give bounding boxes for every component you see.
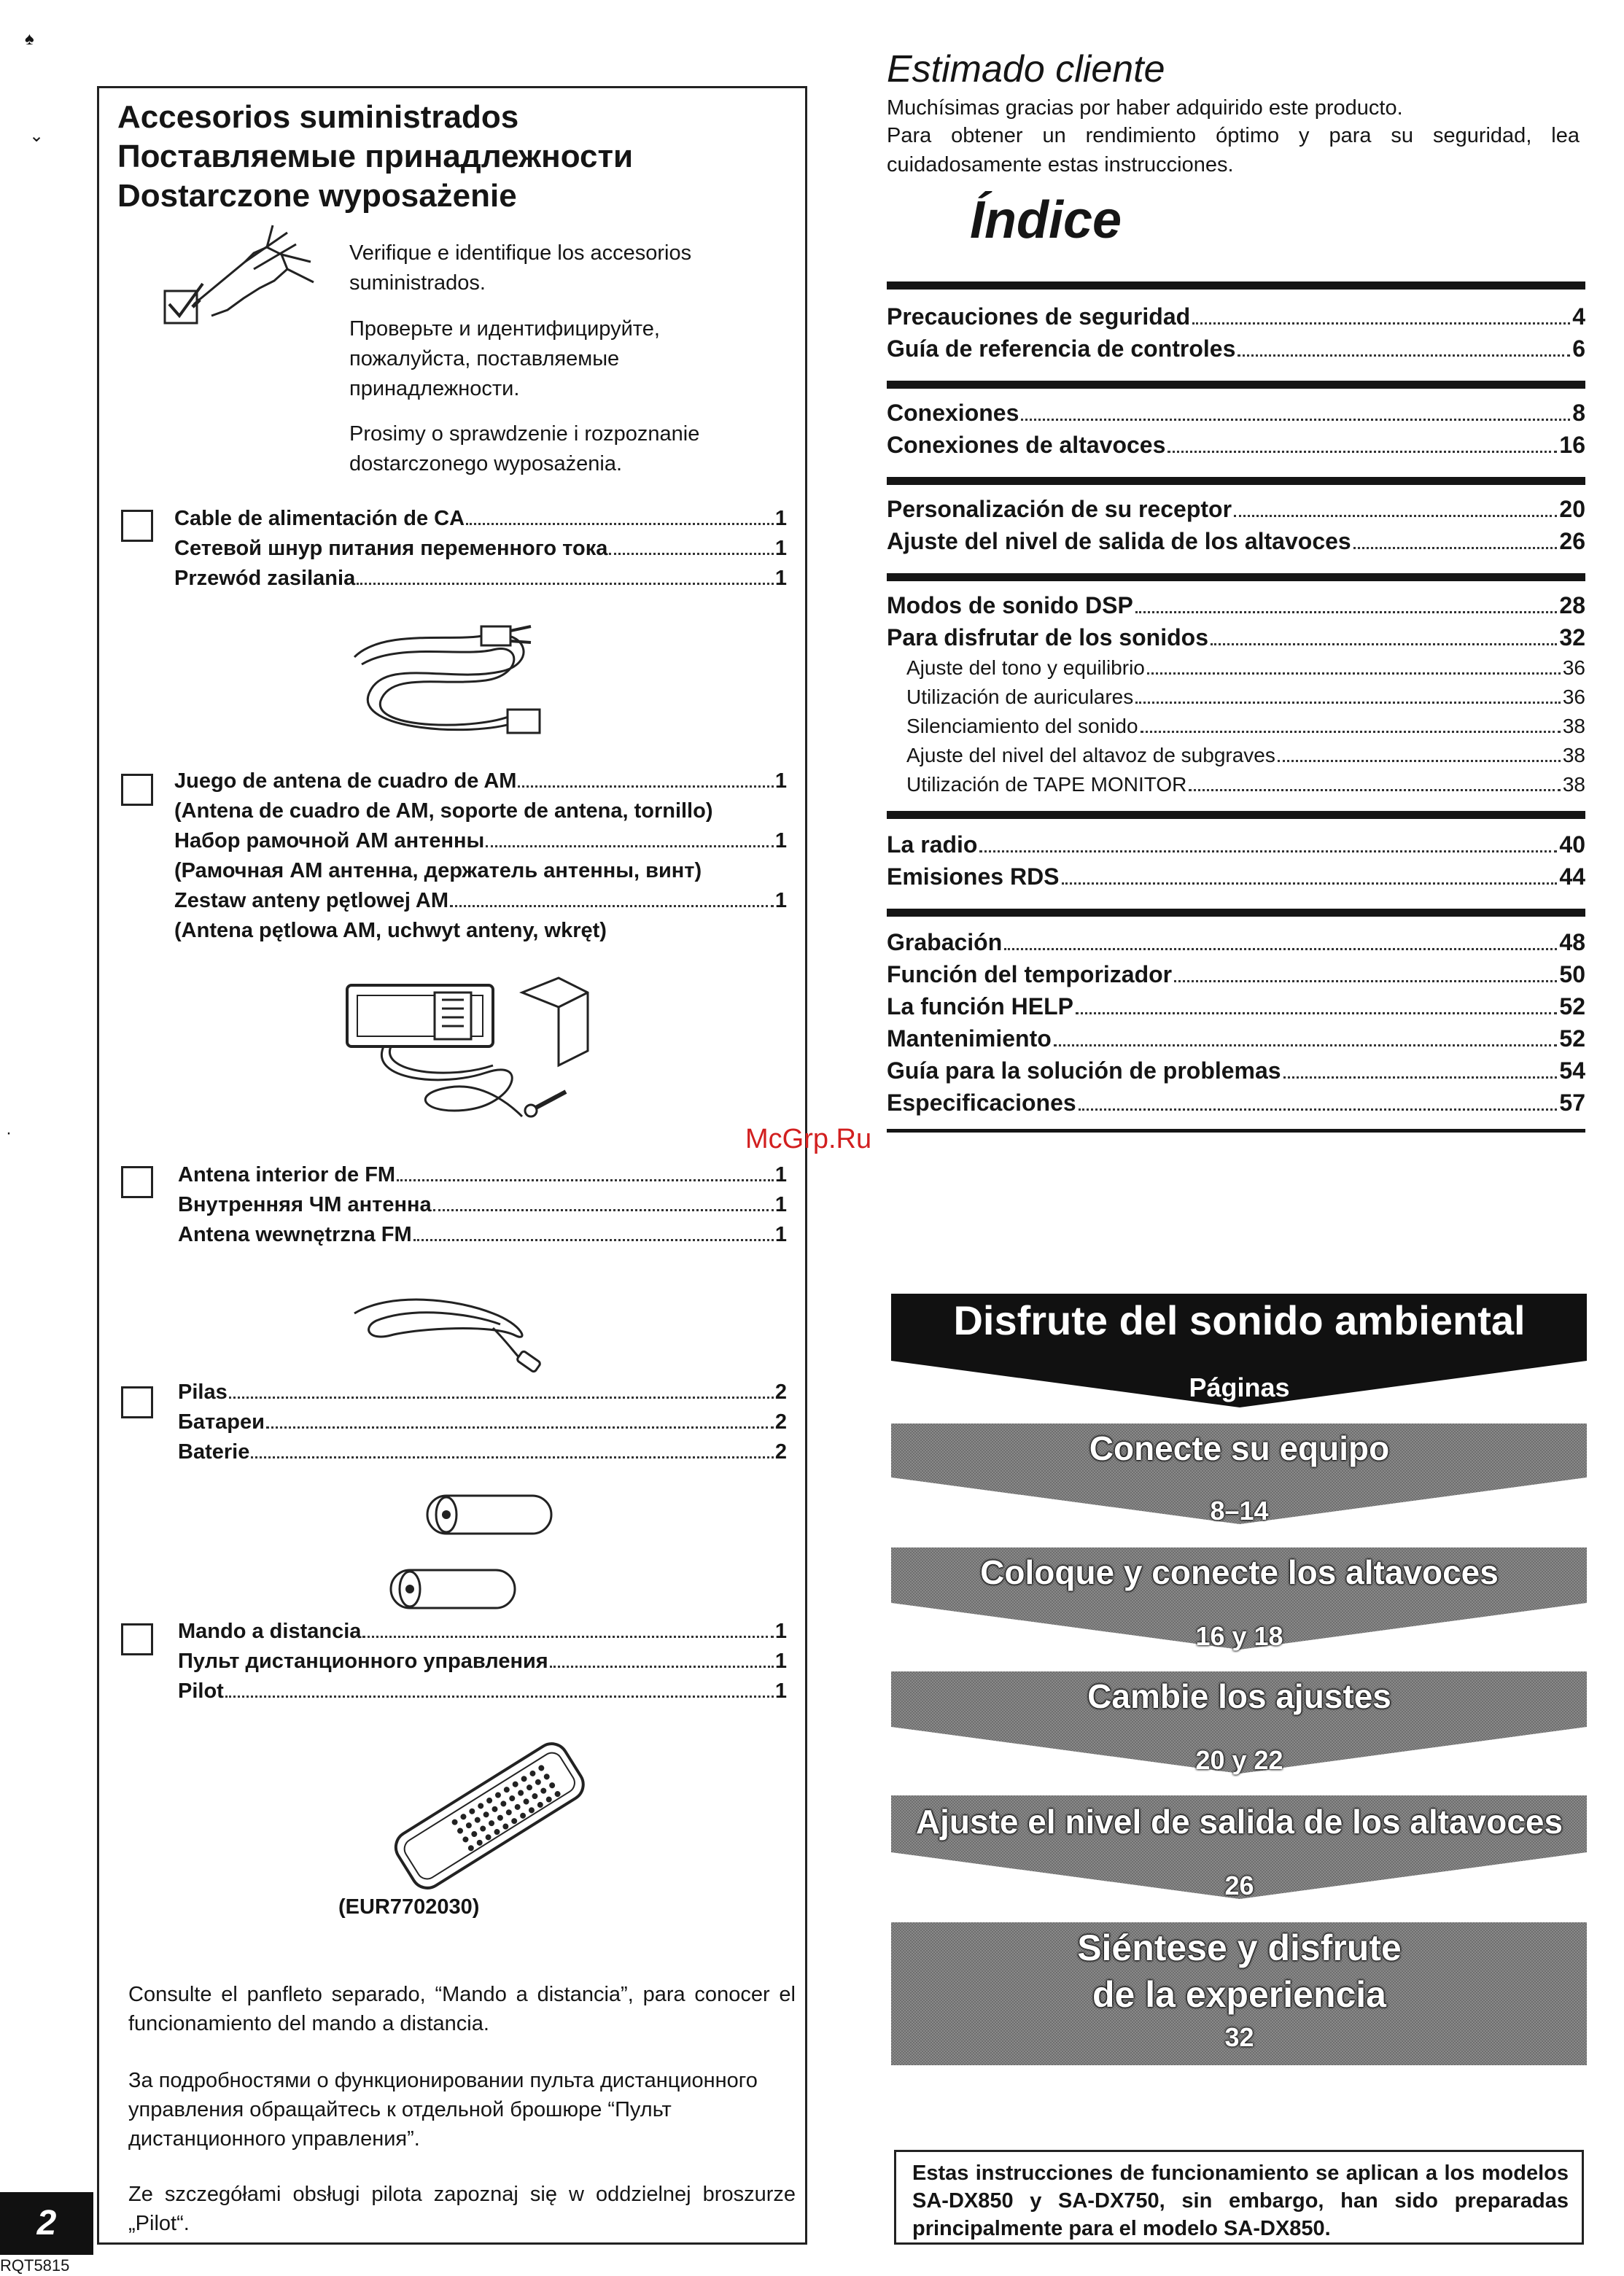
toc-item[interactable]: Guía para la solución de problemas 54 bbox=[887, 1057, 1585, 1084]
checkbox-fm-antenna[interactable] bbox=[121, 1166, 153, 1198]
toc-item[interactable]: Para disfrutar de los sonidos 32 bbox=[887, 624, 1585, 650]
document-code: RQT5815 bbox=[0, 2256, 70, 2275]
checkbox-batteries[interactable] bbox=[121, 1386, 153, 1418]
page-number: 2 bbox=[0, 2192, 93, 2255]
list-item-am-antenna-es: Juego de antena de cuadro de AM 1 bbox=[174, 769, 787, 793]
toc-item[interactable]: Grabación 48 bbox=[887, 929, 1585, 955]
accessories-title-es: Accesorios suministrados bbox=[117, 99, 519, 135]
toc-divider bbox=[887, 811, 1585, 819]
batteries-illustration bbox=[376, 1481, 580, 1627]
greeting-line-2: Para obtener un rendimiento óptimo y para su seguridad, lea cuidadosamente estas instrucciones. bbox=[887, 124, 1580, 176]
checkbox-am-antenna[interactable] bbox=[121, 774, 153, 806]
toc-item[interactable]: Precauciones de seguridad 4 bbox=[887, 303, 1585, 330]
toc-subitem[interactable]: Ajuste del nivel del altavoz de subgraves 38 bbox=[906, 744, 1585, 766]
list-item-fm-antenna-pl: Antena wewnętrzna FM 1 bbox=[178, 1223, 787, 1246]
list-item-remote-es: Mando a distancia 1 bbox=[178, 1620, 787, 1643]
list-item-power-cable-ru: Сетевой шнур питания переменного тока 1 bbox=[174, 537, 787, 560]
flow-banner-title: Disfrute del sonido ambiental bbox=[953, 1297, 1526, 1343]
greeting-title: Estimado cliente bbox=[887, 48, 1165, 90]
flow-step-2-pages: 16 y 18 bbox=[1195, 1621, 1283, 1651]
flow-step-1-pages: 8–14 bbox=[1210, 1496, 1269, 1526]
remote-note-es: Consulte el panfleto separado, “Mando a distancia”, para conocer el funcionamiento del mando a distancia. bbox=[128, 1983, 796, 2035]
toc-item[interactable]: Mantenimiento 52 bbox=[887, 1025, 1585, 1052]
margin-mark-top: ♠ bbox=[25, 29, 34, 49]
toc-item[interactable]: Función del temporizador 50 bbox=[887, 961, 1585, 987]
toc-item[interactable]: Conexiones 8 bbox=[887, 400, 1585, 426]
toc-item[interactable]: Modos de sonido DSP 28 bbox=[887, 592, 1585, 618]
flow-final-line-2: de la experiencia bbox=[1092, 1974, 1386, 2015]
checkbox-remote[interactable] bbox=[121, 1623, 153, 1655]
fm-antenna-illustration bbox=[347, 1284, 551, 1379]
toc-divider bbox=[887, 1129, 1585, 1133]
list-item-power-cable-es: Cable de alimentación de CA 1 bbox=[174, 507, 787, 530]
list-item-remote-ru: Пульт дистанционного управления 1 bbox=[178, 1650, 787, 1673]
hand-check-icon bbox=[158, 218, 333, 364]
list-item-fm-antenna-es: Antena interior de FM 1 bbox=[178, 1163, 787, 1186]
remote-note-ru: За подробностями о функционировании пульта дистанционного управления обращайтесь к отдельной брошюре “Пульт дистанционного управления”. bbox=[128, 2069, 758, 2151]
flow-pages-label: Páginas bbox=[1189, 1372, 1290, 1402]
am-antenna-contents-ru: (Рамочная АМ антенна, держатель антенны, винт) bbox=[174, 859, 702, 882]
toc-item[interactable]: La radio 40 bbox=[887, 831, 1585, 858]
toc-subitem[interactable]: Utilización de auriculares 36 bbox=[906, 685, 1585, 708]
flow-step-3-title: Cambie los ajustes bbox=[1087, 1677, 1391, 1715]
remote-control-illustration bbox=[376, 1736, 595, 1897]
flow-step-2-title: Coloque y conecte los altavoces bbox=[980, 1553, 1499, 1591]
accessories-panel bbox=[97, 86, 807, 2245]
toc-item[interactable]: Emisiones RDS 44 bbox=[887, 863, 1585, 890]
am-antenna-contents-pl: (Antena pętlowa AM, uchwyt anteny, wkręt) bbox=[174, 919, 607, 942]
accessories-title-ru: Поставляемые принадлежности bbox=[117, 139, 634, 174]
flow-step-1-title: Conecte su equipo bbox=[1089, 1429, 1390, 1467]
toc-divider bbox=[887, 573, 1585, 581]
intro-ru: Проверьте и идентифицируйте, пожалуйста, поставляемые принадлежности. bbox=[349, 317, 660, 400]
models-note-box bbox=[894, 2150, 1584, 2245]
list-item-fm-antenna-ru: Внутренняя ЧМ антенна 1 bbox=[178, 1193, 787, 1216]
toc-divider bbox=[887, 477, 1585, 485]
list-item-remote-pl: Pilot 1 bbox=[178, 1679, 787, 1703]
checkbox-power-cable[interactable] bbox=[121, 510, 153, 542]
flow-final-line-1: Siéntese y disfrute bbox=[1077, 1927, 1402, 1968]
power-cable-illustration bbox=[340, 613, 551, 759]
accessories-title-pl: Dostarczone wyposażenie bbox=[117, 178, 517, 214]
toc-item[interactable]: Especificaciones 57 bbox=[887, 1090, 1585, 1116]
toc-item[interactable]: La función HELP 52 bbox=[887, 993, 1585, 1019]
models-note-text: Estas instrucciones de funcionamiento se aplican a los modelos SA-DX850 y SA-DX750, sin embargo, han sido preparadas principalmente para el modelo SA-DX850. bbox=[912, 2162, 1569, 2240]
margin-mark-mid: · bbox=[6, 1123, 12, 1143]
watermark: McGrp.Ru bbox=[745, 1124, 872, 1154]
list-item-power-cable-pl: Przewód zasilania 1 bbox=[174, 567, 787, 590]
greeting-line-1: Muchísimas gracias por haber adquirido este producto. bbox=[887, 96, 1403, 120]
list-item-am-antenna-pl: Zestaw anteny pętlowej AM 1 bbox=[174, 889, 787, 912]
intro-pl: Prosimy o sprawdzenie i rozpoznanie dostarczonego wyposażenia. bbox=[349, 422, 700, 475]
toc-divider bbox=[887, 281, 1585, 290]
remote-note-pl: Ze szczegółami obsługi pilota zapoznaj się w oddzielnej broszurze „Pilot“. bbox=[128, 2183, 796, 2235]
flow-step-3-pages: 20 y 22 bbox=[1195, 1745, 1283, 1775]
toc-item[interactable]: Conexiones de altavoces 16 bbox=[887, 432, 1585, 458]
remote-model-number: (EUR7702030) bbox=[338, 1895, 480, 1919]
index-title: Índice bbox=[970, 191, 1122, 249]
toc-subitem[interactable]: Ajuste del tono y equilibrio 36 bbox=[906, 656, 1585, 679]
list-item-batteries-es: Pilas 2 bbox=[178, 1380, 787, 1404]
flow-step-4-title: Ajuste el nivel de salida de los altavoces bbox=[915, 1803, 1563, 1841]
list-item-am-antenna-ru: Набор рамочной АМ антенны 1 bbox=[174, 829, 787, 852]
list-item-batteries-pl: Baterie 2 bbox=[178, 1440, 787, 1464]
flow-final-pages: 32 bbox=[1224, 2022, 1254, 2052]
margin-mark-second: ⌄ bbox=[29, 126, 44, 146]
toc-item[interactable]: Ajuste del nivel de salida de los altavoces 26 bbox=[887, 528, 1585, 554]
flow-step-4-pages: 26 bbox=[1224, 1871, 1254, 1900]
list-item-batteries-ru: Батареи 2 bbox=[178, 1410, 787, 1434]
toc-divider bbox=[887, 909, 1585, 917]
am-antenna-illustration bbox=[340, 963, 646, 1146]
am-antenna-contents-es: (Antena de cuadro de AM, soporte de antena, tornillo) bbox=[174, 799, 713, 823]
toc-subitem[interactable]: Utilización de TAPE MONITOR 38 bbox=[906, 773, 1585, 796]
toc-divider bbox=[887, 381, 1585, 389]
toc-item[interactable]: Personalización de su receptor 20 bbox=[887, 496, 1585, 522]
toc-item[interactable]: Guía de referencia de controles 6 bbox=[887, 335, 1585, 362]
toc-subitem[interactable]: Silenciamiento del sonido 38 bbox=[906, 715, 1585, 737]
intro-es: Verifique e identifique los accesorios suministrados. bbox=[349, 241, 692, 295]
